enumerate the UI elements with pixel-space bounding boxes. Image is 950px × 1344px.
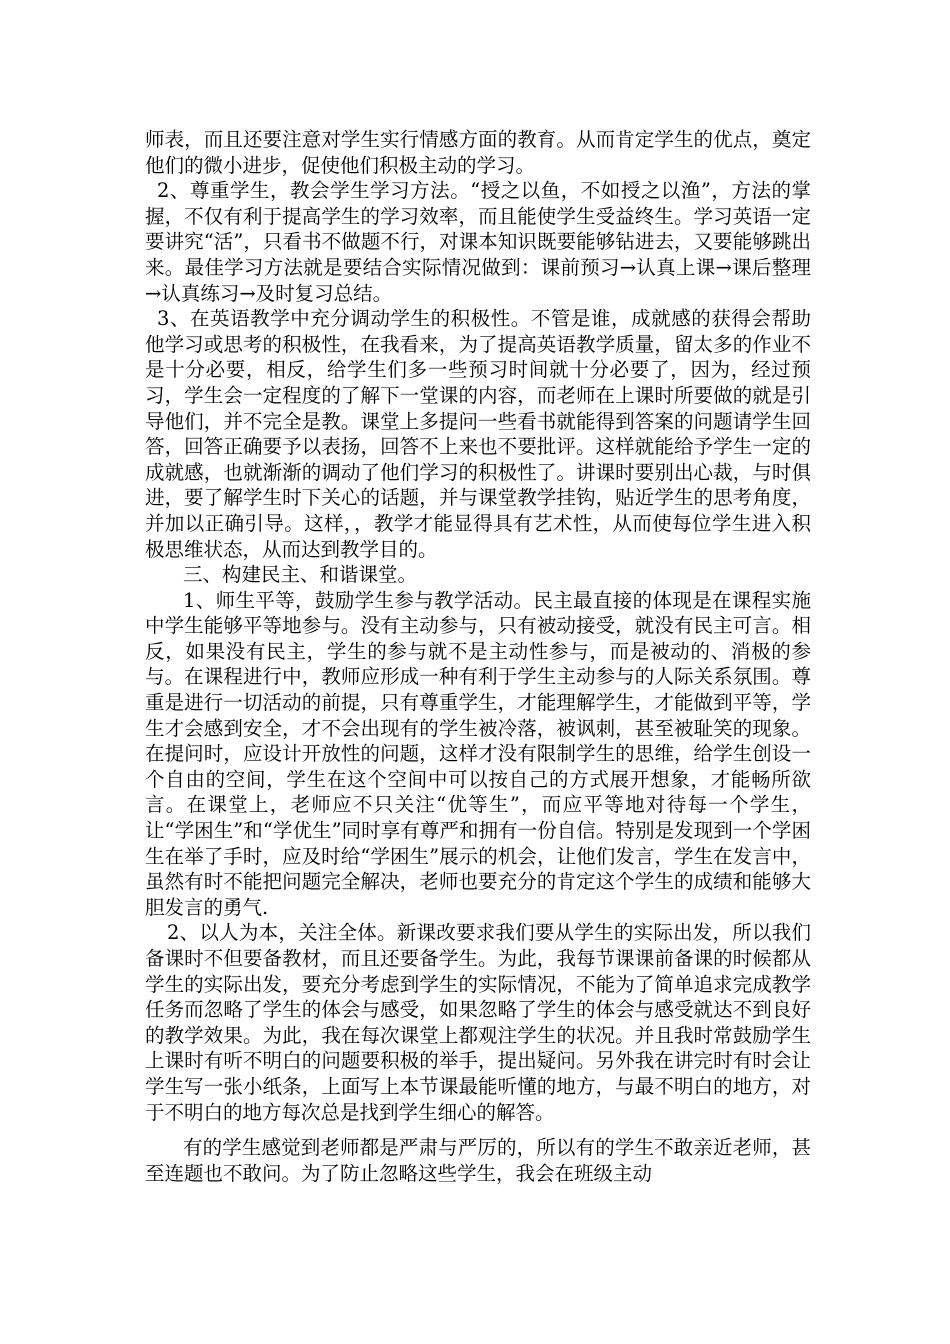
document-page [145,127,811,1186]
section-heading-3: 三、构建民主、和谐课堂。 [183,563,418,587]
paragraph-7: 有的学生感觉到老师都是严肃与严厉的，所以有的学生不敢亲近老师，甚至连题也不敢问。为了防止忽略这些学生，我会在班级主动 [145,1136,811,1185]
paragraph-3: 3、在英语教学中充分调动学生的积极性。不管是谁，成就感的获得会帮助他学习或思考的积极性，在我看来，为了提高英语教学质量，留太多的作业不是十分必要，相反，给学生们多一些预习时间就十分必要了，因为，经过预习，学生会一定程度的了解下一堂课的内容，而老师在上课时所要做的就是引导他们，并不完全是教。课堂上多提问一些看书就能得到答案的问题请学生回答，回答正确要予以表扬，回答不上来也不要批评。这样就能给予学生一定的成就感，也就渐渐的调动了他们学习的积极性了。讲课时要别出心裁，与时俱进，要了解学生时下关心的话题，并与课堂教学挂钩，贴近学生的思考角度，并加以正确引导。这样，，教学才能显得具有艺术性，从而使每位学生进入积极思维状态，从而达到教学目的。 [145,307,811,561]
paragraph-6: 2、以人为本，关注全体。新课改要求我们要从学生的实际出发，所以我们备课时不但要备教材，而且还要备学生。为此，我每节课课前备课的时候都从学生的实际出发，要充分考虑到学生的实际情况，不能为了简单追求完成教学任务而忽略了学生的体会与感受，如果忽略了学生的体会与感受就达不到良好的教学效果。为此，我在每次课堂上都观注学生的状况。并且我时常鼓励学生上课时有听不明白的问题要积极的举手，提出疑问。另外我在讲完时有时会让学生写一张小纸条，上面写上本节课最能听懂的地方，与最不明白的地方，对于不明白的地方每次总是找到学生细心的解答。 [145,921,811,1124]
paragraph-1: 师表，而且还要注意对学生实行情感方面的教育。从而肯定学生的优点，奠定他们的微小进步，促使他们积极主动的学习。 [145,128,811,177]
paragraph-5: 1、师生平等，鼓励学生参与教学活动。民主最直接的体现是在课程实施中学生能够平等地参与。没有主动参与，只有被动接受，就没有民主可言。相反，如果没有民主，学生的参与就不是主动性参与，而是被动的、消极的参与。在课程进行中，教师应形成一种有利于学生主动参与的人际关系氛围。尊重是进行一切活动的前提，只有尊重学生，才能理解学生，才能做到平等，学生才会感到安全，才不会出现有的学生被冷落，被讽刺，甚至被耻笑的现象。在提问时，应设计开放性的问题，这样才没有限制学生的思维，给学生创设一个自由的空间，学生在这个空间中可以按自己的方式展开想象，才能畅所欲言。在课堂上，老师应不只关注“优等生”，而应平等地对待每一个学生，让“学困生”和“学优生”同时享有尊严和拥有一份自信。特别是发现到一个学困生在举了手时，应及时给“学困生”展示的机会，让他们发言，学生在发言中，虽然有时不能把问题完全解决，老师也要充分的肯定这个学生的成绩和能够大胆发言的勇气. [145,588,811,919]
paragraph-2: 2、尊重学生，教会学生学习方法。“授之以鱼，不如授之以渔”，方法的掌握，不仅有利于提高学生的学习效率，而且能使学生受益终生。学习英语一定要讲究“活”，只看书不做题不行，对课本知识既要能够钻进去，又要能够跳出来。最佳学习方法就是要结合实际情况做到：课前预习→认真上课→课后整理→认真练习→及时复习总结。 [145,179,811,305]
